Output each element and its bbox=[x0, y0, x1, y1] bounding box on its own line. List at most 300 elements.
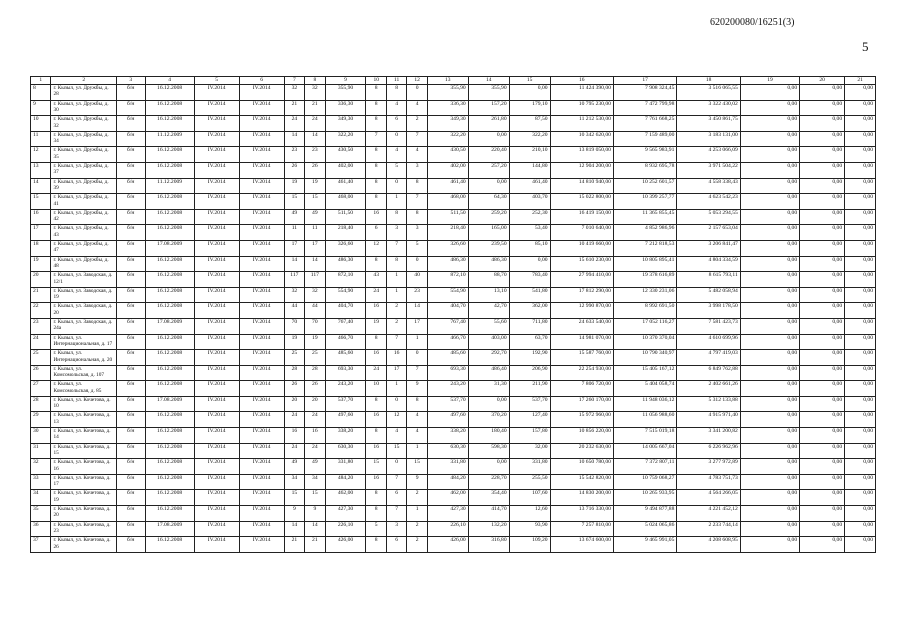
table-cell: 144,80 bbox=[509, 162, 550, 178]
table-cell: 23 bbox=[407, 287, 427, 303]
table-cell: 15 587 760,00 bbox=[550, 350, 613, 366]
table-cell: 4 852 986,96 bbox=[613, 225, 676, 241]
table-cell: 430,50 bbox=[325, 147, 366, 163]
table-cell: 16.12.2008 bbox=[145, 350, 194, 366]
column-number-cell: 21 bbox=[845, 77, 876, 85]
table-cell: 4 bbox=[386, 428, 406, 444]
table-cell: 29 bbox=[31, 412, 51, 428]
table-cell: 4 bbox=[407, 147, 427, 163]
table-cell: 0,00 bbox=[509, 256, 550, 272]
table-cell: 2 bbox=[407, 490, 427, 506]
table-cell: б/н bbox=[116, 162, 145, 178]
table-cell: IV.2014 bbox=[194, 256, 239, 272]
table-cell: 157,20 bbox=[468, 100, 509, 116]
table-cell: 355,90 bbox=[427, 85, 468, 101]
table-cell: 27 994 410,00 bbox=[550, 272, 613, 288]
table-cell: 16 bbox=[31, 209, 51, 225]
table-cell: 9 bbox=[407, 381, 427, 397]
table-cell: 30 bbox=[31, 428, 51, 444]
table-cell: 88,70 bbox=[468, 272, 509, 288]
table-cell: 243,20 bbox=[427, 381, 468, 397]
table-cell: 14 bbox=[31, 178, 51, 194]
table-cell: 14 005 667,04 bbox=[613, 443, 676, 459]
table-cell: б/н bbox=[116, 100, 145, 116]
table-row bbox=[31, 428, 876, 444]
table-cell: 12 904 200,00 bbox=[550, 162, 613, 178]
table-cell: 17.08.2009 bbox=[145, 521, 194, 537]
table-cell: 0,00 bbox=[740, 240, 799, 256]
table-cell: 0,00 bbox=[468, 459, 509, 475]
table-cell: 486,30 bbox=[427, 256, 468, 272]
table-cell: IV.2014 bbox=[194, 225, 239, 241]
table-cell: 17 052 116,27 bbox=[613, 318, 676, 334]
table-cell: IV.2014 bbox=[194, 381, 239, 397]
table-cell: 21 bbox=[284, 537, 304, 553]
table-cell: 14 830 200,00 bbox=[550, 490, 613, 506]
table-cell: 0,00 bbox=[845, 443, 876, 459]
table-cell: 4 bbox=[407, 412, 427, 428]
table-cell: IV.2014 bbox=[239, 240, 284, 256]
address-cell: г. Кызыл, ул. Кочетова, д. 17 bbox=[51, 474, 116, 490]
table-cell: 0,00 bbox=[845, 303, 876, 319]
table-cell: 13 bbox=[31, 162, 51, 178]
table-cell: 15 bbox=[305, 490, 325, 506]
table-cell: 0,00 bbox=[845, 272, 876, 288]
table-cell: 5 404 058,74 bbox=[613, 381, 676, 397]
table-cell: 218,40 bbox=[325, 225, 366, 241]
table-cell: 34 bbox=[305, 474, 325, 490]
table-cell: IV.2014 bbox=[194, 443, 239, 459]
table-cell: 243,20 bbox=[325, 381, 366, 397]
table-cell: 326,60 bbox=[325, 240, 366, 256]
table-cell: 8 bbox=[366, 428, 386, 444]
column-number-cell: 7 bbox=[284, 77, 304, 85]
table-cell: 7 bbox=[407, 194, 427, 210]
table-cell: 16.12.2008 bbox=[145, 194, 194, 210]
table-cell: 0,00 bbox=[468, 131, 509, 147]
table-cell: 6 bbox=[386, 537, 406, 553]
table-cell: б/н bbox=[116, 350, 145, 366]
table-cell: 497,60 bbox=[325, 412, 366, 428]
table-cell: 5 312 133,88 bbox=[677, 396, 740, 412]
table-cell: 6 226 962,96 bbox=[677, 443, 740, 459]
table-cell: б/н bbox=[116, 287, 145, 303]
table-cell: 15 bbox=[386, 443, 406, 459]
table-cell: 0 bbox=[407, 85, 427, 101]
table-cell: IV.2014 bbox=[194, 147, 239, 163]
table-row bbox=[31, 116, 876, 132]
table-cell: 3 450 861,75 bbox=[677, 116, 740, 132]
address-cell: г. Кызыл, ул. Кочетова, д. 16 bbox=[51, 459, 116, 475]
table-cell: 0,00 bbox=[740, 506, 799, 522]
table-cell: 23 bbox=[31, 318, 51, 334]
column-number-cell: 10 bbox=[366, 77, 386, 85]
table-cell: 10 370 370,04 bbox=[613, 334, 676, 350]
table-cell: 354,40 bbox=[468, 490, 509, 506]
table-row bbox=[31, 490, 876, 506]
table-cell: 14 bbox=[284, 256, 304, 272]
table-cell: IV.2014 bbox=[194, 537, 239, 553]
table-cell: 16 bbox=[366, 443, 386, 459]
table-cell: 4 558 338,43 bbox=[677, 178, 740, 194]
table-cell: 20 bbox=[31, 272, 51, 288]
table-cell: 8 bbox=[366, 116, 386, 132]
table-cell: 0,00 bbox=[740, 116, 799, 132]
table-cell: б/н bbox=[116, 256, 145, 272]
table-cell: 0,00 bbox=[800, 459, 845, 475]
table-cell: 35 bbox=[31, 506, 51, 522]
table-cell: 8 bbox=[31, 85, 51, 101]
table-cell: IV.2014 bbox=[194, 272, 239, 288]
table-cell: IV.2014 bbox=[194, 162, 239, 178]
table-cell: 349,30 bbox=[325, 116, 366, 132]
table-cell: 0,00 bbox=[509, 85, 550, 101]
table-cell: 0,00 bbox=[740, 443, 799, 459]
table-cell: 2 bbox=[386, 303, 406, 319]
table-cell: б/н bbox=[116, 131, 145, 147]
table-cell: IV.2014 bbox=[239, 506, 284, 522]
table-cell: 7 159 489,00 bbox=[613, 131, 676, 147]
address-cell: г. Кызыл, ул. Кочетова, д. 14 bbox=[51, 428, 116, 444]
table-row bbox=[31, 474, 876, 490]
table-cell: 0,00 bbox=[845, 474, 876, 490]
table-cell: 0,00 bbox=[800, 365, 845, 381]
table-cell: 711,80 bbox=[509, 318, 550, 334]
table-cell: 7 bbox=[386, 334, 406, 350]
table-cell: IV.2014 bbox=[194, 178, 239, 194]
table-cell: IV.2014 bbox=[239, 443, 284, 459]
table-cell: 4 bbox=[407, 100, 427, 116]
table-cell: 461,40 bbox=[509, 178, 550, 194]
table-cell: IV.2014 bbox=[239, 209, 284, 225]
table-cell: IV.2014 bbox=[194, 412, 239, 428]
table-cell: 16.12.2008 bbox=[145, 303, 194, 319]
table-cell: 25 bbox=[305, 350, 325, 366]
table-cell: 0,00 bbox=[740, 194, 799, 210]
table-cell: 0,00 bbox=[800, 85, 845, 101]
table-cell: IV.2014 bbox=[239, 474, 284, 490]
table-cell: 0,00 bbox=[740, 350, 799, 366]
table-cell: 9 bbox=[31, 100, 51, 116]
table-cell: 541,80 bbox=[509, 287, 550, 303]
table-cell: 4 623 542,23 bbox=[677, 194, 740, 210]
table-cell: 7 472 799,98 bbox=[613, 100, 676, 116]
table-cell: 14 bbox=[305, 521, 325, 537]
table-cell: 0,00 bbox=[740, 272, 799, 288]
table-cell: 0,00 bbox=[740, 256, 799, 272]
table-row bbox=[31, 240, 876, 256]
table-cell: 1 bbox=[386, 272, 406, 288]
table-cell: 85,10 bbox=[509, 240, 550, 256]
table-cell: 10 419 660,00 bbox=[550, 240, 613, 256]
table-cell: 484,20 bbox=[325, 474, 366, 490]
table-cell: 9 565 983,91 bbox=[613, 147, 676, 163]
table-cell: 24 bbox=[366, 365, 386, 381]
table-cell: 14 bbox=[305, 256, 325, 272]
table-cell: 24 bbox=[305, 116, 325, 132]
table-row bbox=[31, 85, 876, 101]
table-cell: 19 bbox=[284, 178, 304, 194]
table-cell: 16.12.2008 bbox=[145, 287, 194, 303]
table-cell: 220,40 bbox=[468, 147, 509, 163]
table-cell: 0,00 bbox=[845, 396, 876, 412]
table-cell: 8 932 695,78 bbox=[613, 162, 676, 178]
table-cell: 0,00 bbox=[845, 147, 876, 163]
table-cell: б/н bbox=[116, 240, 145, 256]
column-number-cell: 11 bbox=[386, 77, 406, 85]
table-cell: 226,10 bbox=[427, 521, 468, 537]
table-cell: б/н bbox=[116, 490, 145, 506]
table-cell: 486,30 bbox=[325, 256, 366, 272]
table-cell: 0,00 bbox=[800, 506, 845, 522]
table-cell: 17 bbox=[284, 240, 304, 256]
table-cell: 117 bbox=[305, 272, 325, 288]
table-cell: 0,00 bbox=[740, 365, 799, 381]
table-cell: 0,00 bbox=[845, 381, 876, 397]
table-cell: 24 bbox=[284, 443, 304, 459]
table-row bbox=[31, 443, 876, 459]
table-cell: 511,50 bbox=[427, 209, 468, 225]
table-cell: 11 056 988,60 bbox=[613, 412, 676, 428]
address-cell: г. Кызыл, ул. Дружбы, д. 43 bbox=[51, 225, 116, 241]
table-cell: 0,00 bbox=[845, 537, 876, 553]
table-cell: 44 bbox=[284, 303, 304, 319]
table-cell: 16.12.2008 bbox=[145, 506, 194, 522]
table-cell: 0 bbox=[386, 178, 406, 194]
table-cell: 0,00 bbox=[845, 256, 876, 272]
address-cell: г. Кызыл, ул. Комсомольская, д. 85 bbox=[51, 381, 116, 397]
table-cell: 26 bbox=[31, 365, 51, 381]
table-cell: 468,00 bbox=[427, 194, 468, 210]
table-cell: 9 bbox=[284, 506, 304, 522]
column-number-cell: 9 bbox=[325, 77, 366, 85]
table-cell: 16 bbox=[366, 474, 386, 490]
table-cell: 12 990 870,00 bbox=[550, 303, 613, 319]
table-cell: 12 bbox=[386, 412, 406, 428]
table-cell: 0,00 bbox=[800, 334, 845, 350]
table-cell: 228,70 bbox=[468, 474, 509, 490]
table-cell: 24 bbox=[284, 412, 304, 428]
table-cell: 10 795 230,00 bbox=[550, 100, 613, 116]
table-cell: 17.08.2009 bbox=[145, 318, 194, 334]
table-cell: 34 bbox=[31, 490, 51, 506]
table-cell: 15 bbox=[305, 194, 325, 210]
table-cell: 17 bbox=[407, 318, 427, 334]
table-cell: 466,70 bbox=[427, 334, 468, 350]
table-cell: 362,00 bbox=[509, 303, 550, 319]
table-cell: 26 bbox=[305, 162, 325, 178]
table-cell: 11 948 036,12 bbox=[613, 396, 676, 412]
table-cell: 0,00 bbox=[800, 537, 845, 553]
table-cell: IV.2014 bbox=[194, 350, 239, 366]
table-cell: 7 372 807,11 bbox=[613, 459, 676, 475]
table-cell: 7 806 720,00 bbox=[550, 381, 613, 397]
table-cell: 0,00 bbox=[740, 474, 799, 490]
table-cell: 426,00 bbox=[325, 537, 366, 553]
table-cell: 4 253 066,09 bbox=[677, 147, 740, 163]
table-cell: 461,40 bbox=[427, 178, 468, 194]
table-cell: 783,40 bbox=[509, 272, 550, 288]
table-cell: 0,00 bbox=[800, 162, 845, 178]
table-row bbox=[31, 459, 876, 475]
table-cell: 2 bbox=[386, 318, 406, 334]
table-cell: 322,20 bbox=[325, 131, 366, 147]
table-cell: 16.12.2008 bbox=[145, 100, 194, 116]
housing-register-table bbox=[30, 76, 876, 553]
table-cell: 0,00 bbox=[845, 490, 876, 506]
table-cell: 10 252 601,57 bbox=[613, 178, 676, 194]
table-cell: IV.2014 bbox=[239, 116, 284, 132]
column-number-cell: 16 bbox=[550, 77, 613, 85]
table-cell: IV.2014 bbox=[194, 194, 239, 210]
table-row bbox=[31, 100, 876, 116]
table-cell: 4 bbox=[386, 100, 406, 116]
table-cell: 7 bbox=[386, 474, 406, 490]
table-cell: IV.2014 bbox=[239, 287, 284, 303]
table-cell: 8 bbox=[366, 162, 386, 178]
table-cell: 16 bbox=[284, 428, 304, 444]
table-cell: 0,00 bbox=[800, 396, 845, 412]
table-cell: 0,00 bbox=[845, 412, 876, 428]
address-cell: г. Кызыл, ул. Заводская, д. 12/1 bbox=[51, 272, 116, 288]
table-cell: 0,00 bbox=[740, 396, 799, 412]
table-cell: 7 908 324,45 bbox=[613, 85, 676, 101]
table-cell: 3 183 131,00 bbox=[677, 131, 740, 147]
table-cell: IV.2014 bbox=[239, 428, 284, 444]
table-cell: 485,60 bbox=[427, 350, 468, 366]
table-cell: 6 849 762,88 bbox=[677, 365, 740, 381]
table-cell: 28 bbox=[284, 365, 304, 381]
table-cell: 5 bbox=[366, 521, 386, 537]
table-cell: 64,30 bbox=[468, 194, 509, 210]
table-cell: б/н bbox=[116, 303, 145, 319]
table-cell: 370,20 bbox=[468, 412, 509, 428]
table-cell: 0,00 bbox=[740, 178, 799, 194]
table-cell: б/н bbox=[116, 474, 145, 490]
table-cell: б/н bbox=[116, 412, 145, 428]
table-cell: 2 bbox=[407, 537, 427, 553]
table-cell: 462,00 bbox=[427, 490, 468, 506]
column-number-cell: 15 bbox=[509, 77, 550, 85]
table-row bbox=[31, 506, 876, 522]
table-cell: 26 bbox=[284, 381, 304, 397]
table-cell: 16.12.2008 bbox=[145, 162, 194, 178]
table-cell: б/н bbox=[116, 537, 145, 553]
table-cell: 461,40 bbox=[325, 178, 366, 194]
table-cell: 0,00 bbox=[800, 116, 845, 132]
table-cell: 31,30 bbox=[468, 381, 509, 397]
table-cell: 261,80 bbox=[468, 116, 509, 132]
table-cell: 20 bbox=[305, 396, 325, 412]
table-cell: 0,00 bbox=[845, 334, 876, 350]
table-cell: 0,00 bbox=[468, 178, 509, 194]
table-cell: 0,00 bbox=[800, 474, 845, 490]
table-cell: 16 419 150,00 bbox=[550, 209, 613, 225]
table-cell: 16.12.2008 bbox=[145, 256, 194, 272]
table-cell: 292,70 bbox=[468, 350, 509, 366]
column-number-cell: 6 bbox=[239, 77, 284, 85]
table-cell: 0,00 bbox=[740, 100, 799, 116]
table-cell: 8 bbox=[386, 209, 406, 225]
table-cell: 7 010 640,00 bbox=[550, 225, 613, 241]
table-cell: б/н bbox=[116, 318, 145, 334]
table-cell: 22 254 930,00 bbox=[550, 365, 613, 381]
table-cell: 3 998 178,50 bbox=[677, 303, 740, 319]
table-cell: IV.2014 bbox=[194, 209, 239, 225]
address-cell: г. Кызыл, ул. Кочетова, д. 19 bbox=[51, 490, 116, 506]
table-cell: 7 bbox=[386, 240, 406, 256]
column-number-cell: 12 bbox=[407, 77, 427, 85]
table-cell: 0,00 bbox=[800, 131, 845, 147]
table-cell: IV.2014 bbox=[194, 85, 239, 101]
table-cell: 0,00 bbox=[800, 225, 845, 241]
table-cell: 322,20 bbox=[427, 131, 468, 147]
table-cell: IV.2014 bbox=[239, 194, 284, 210]
table-cell: 16.12.2008 bbox=[145, 334, 194, 350]
table-cell: б/н bbox=[116, 459, 145, 475]
table-cell: 27 bbox=[31, 381, 51, 397]
table-cell: 4 208 608,95 bbox=[677, 537, 740, 553]
table-cell: IV.2014 bbox=[239, 459, 284, 475]
table-cell: 0,00 bbox=[845, 85, 876, 101]
table-cell: 21 bbox=[305, 537, 325, 553]
table-cell: 0,00 bbox=[740, 303, 799, 319]
table-cell: 10 bbox=[31, 116, 51, 132]
table-cell: 0,00 bbox=[800, 443, 845, 459]
table-cell: 43 bbox=[366, 272, 386, 288]
table-cell: 0 bbox=[407, 350, 427, 366]
table-cell: 44 bbox=[305, 303, 325, 319]
table-cell: 255,50 bbox=[509, 474, 550, 490]
table-cell: 19 378 616,89 bbox=[613, 272, 676, 288]
table-cell: 10 759 068,27 bbox=[613, 474, 676, 490]
table-cell: 0,00 bbox=[845, 318, 876, 334]
table-cell: 0,00 bbox=[845, 365, 876, 381]
table-cell: 7 581 423,73 bbox=[677, 318, 740, 334]
table-cell: 8 bbox=[366, 506, 386, 522]
table-cell: 336,30 bbox=[325, 100, 366, 116]
table-cell: 70 bbox=[305, 318, 325, 334]
table-cell: 2 233 744,14 bbox=[677, 521, 740, 537]
table-cell: 16.12.2008 bbox=[145, 474, 194, 490]
table-cell: 0,00 bbox=[740, 147, 799, 163]
table-cell: 2 bbox=[407, 116, 427, 132]
table-cell: 0,00 bbox=[740, 459, 799, 475]
table-cell: 16.12.2008 bbox=[145, 490, 194, 506]
table-cell: 355,90 bbox=[468, 85, 509, 101]
table-cell: 0,00 bbox=[740, 209, 799, 225]
table-cell: 8 bbox=[407, 209, 427, 225]
table-cell: 0,00 bbox=[740, 225, 799, 241]
address-cell: г. Кызыл, ул. Заводская, д. 19 bbox=[51, 287, 116, 303]
table-cell: 0,00 bbox=[845, 209, 876, 225]
table-cell: IV.2014 bbox=[194, 365, 239, 381]
table-cell: 8 bbox=[366, 147, 386, 163]
table-cell: 485,60 bbox=[325, 350, 366, 366]
column-number-cell: 13 bbox=[427, 77, 468, 85]
table-cell: 53,40 bbox=[509, 225, 550, 241]
table-cell: 17.08.2009 bbox=[145, 396, 194, 412]
table-row bbox=[31, 381, 876, 397]
column-number-cell: 19 bbox=[740, 77, 799, 85]
table-cell: 24 bbox=[366, 287, 386, 303]
table-cell: 14 bbox=[407, 303, 427, 319]
table-cell: 28 bbox=[31, 396, 51, 412]
table-cell: 10 650 780,00 bbox=[550, 459, 613, 475]
column-number-header bbox=[31, 77, 876, 85]
table-cell: IV.2014 bbox=[194, 334, 239, 350]
table-cell: 0,00 bbox=[845, 162, 876, 178]
